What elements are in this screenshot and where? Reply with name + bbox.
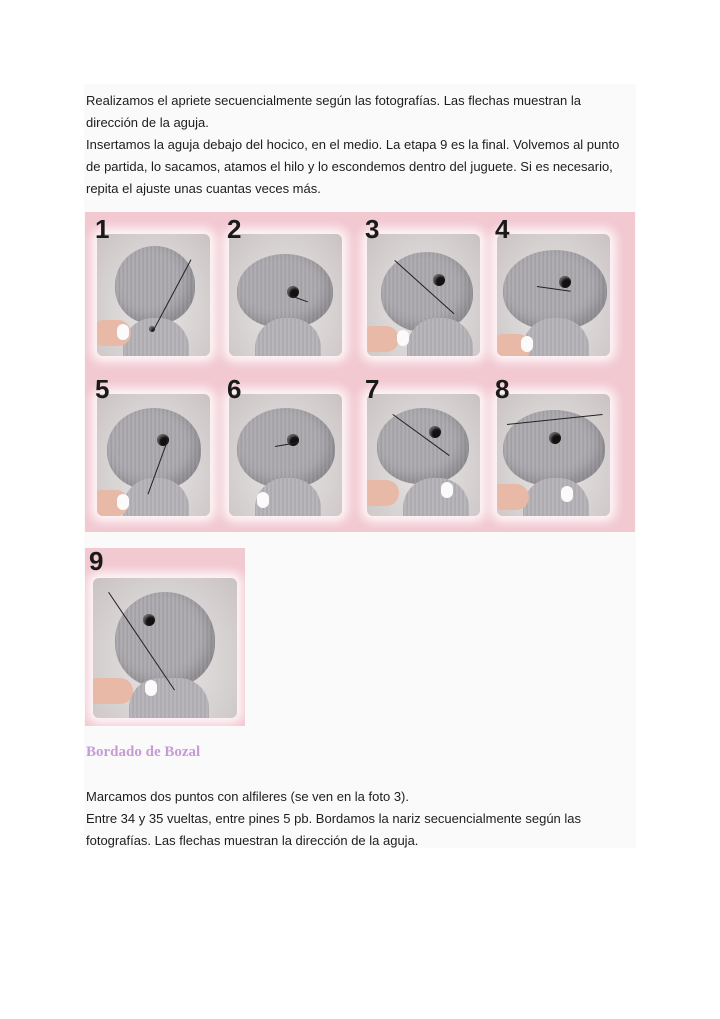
step-photo-9	[85, 548, 245, 726]
step-number: 7	[365, 374, 380, 404]
step-photo-3	[361, 216, 486, 361]
intro-paragraph	[86, 90, 636, 200]
step-photo-5	[91, 376, 216, 521]
step-photo-6	[223, 376, 348, 521]
toy-photo	[367, 394, 480, 516]
intro-line-1: Realizamos el apriete secuencialmente según las fotografías. Las flechas muestran la dirección de la aguja.	[86, 93, 581, 130]
toy-photo	[97, 394, 210, 516]
section-line-2: Entre 34 y 35 vueltas, entre pines 5 pb. Bordamos la nariz secuencialmente según las fotografías. Las flechas muestran la dirección de la aguja.	[86, 811, 582, 848]
toy-photo	[497, 394, 610, 516]
step-number: 3	[365, 214, 380, 244]
photo-collage-steps-1-8	[85, 212, 635, 532]
toy-photo	[229, 234, 342, 356]
step-number: 6	[227, 374, 242, 404]
step-photo-4	[491, 216, 616, 361]
section-line-1: Marcamos dos puntos con alfileres (se ven en la foto 3).	[86, 789, 409, 804]
step-number: 5	[95, 374, 110, 404]
step-number: 8	[495, 374, 510, 404]
intro-line-2: Insertamos la aguja debajo del hocico, en el medio. La etapa 9 es la final. Volvemos al punto de partida, lo sacamos, atamos el hilo y lo escondemos dentro del juguete. Si es necesario, repita el ajuste unas cuantas veces más.	[86, 137, 620, 196]
step-photo-1	[91, 216, 216, 361]
toy-photo	[229, 394, 342, 516]
step-number: 4	[495, 214, 510, 244]
toy-photo	[93, 578, 237, 718]
step-number: 9	[89, 546, 104, 576]
section-paragraph	[86, 786, 636, 852]
section-heading: Bordado de Bozal	[86, 744, 201, 760]
toy-photo	[367, 234, 480, 356]
step-photo-8	[491, 376, 616, 521]
step-photo-2	[223, 216, 348, 361]
toy-photo	[97, 234, 210, 356]
step-number: 1	[95, 214, 110, 244]
toy-photo	[497, 234, 610, 356]
step-photo-7	[361, 376, 486, 521]
step-number: 2	[227, 214, 242, 244]
